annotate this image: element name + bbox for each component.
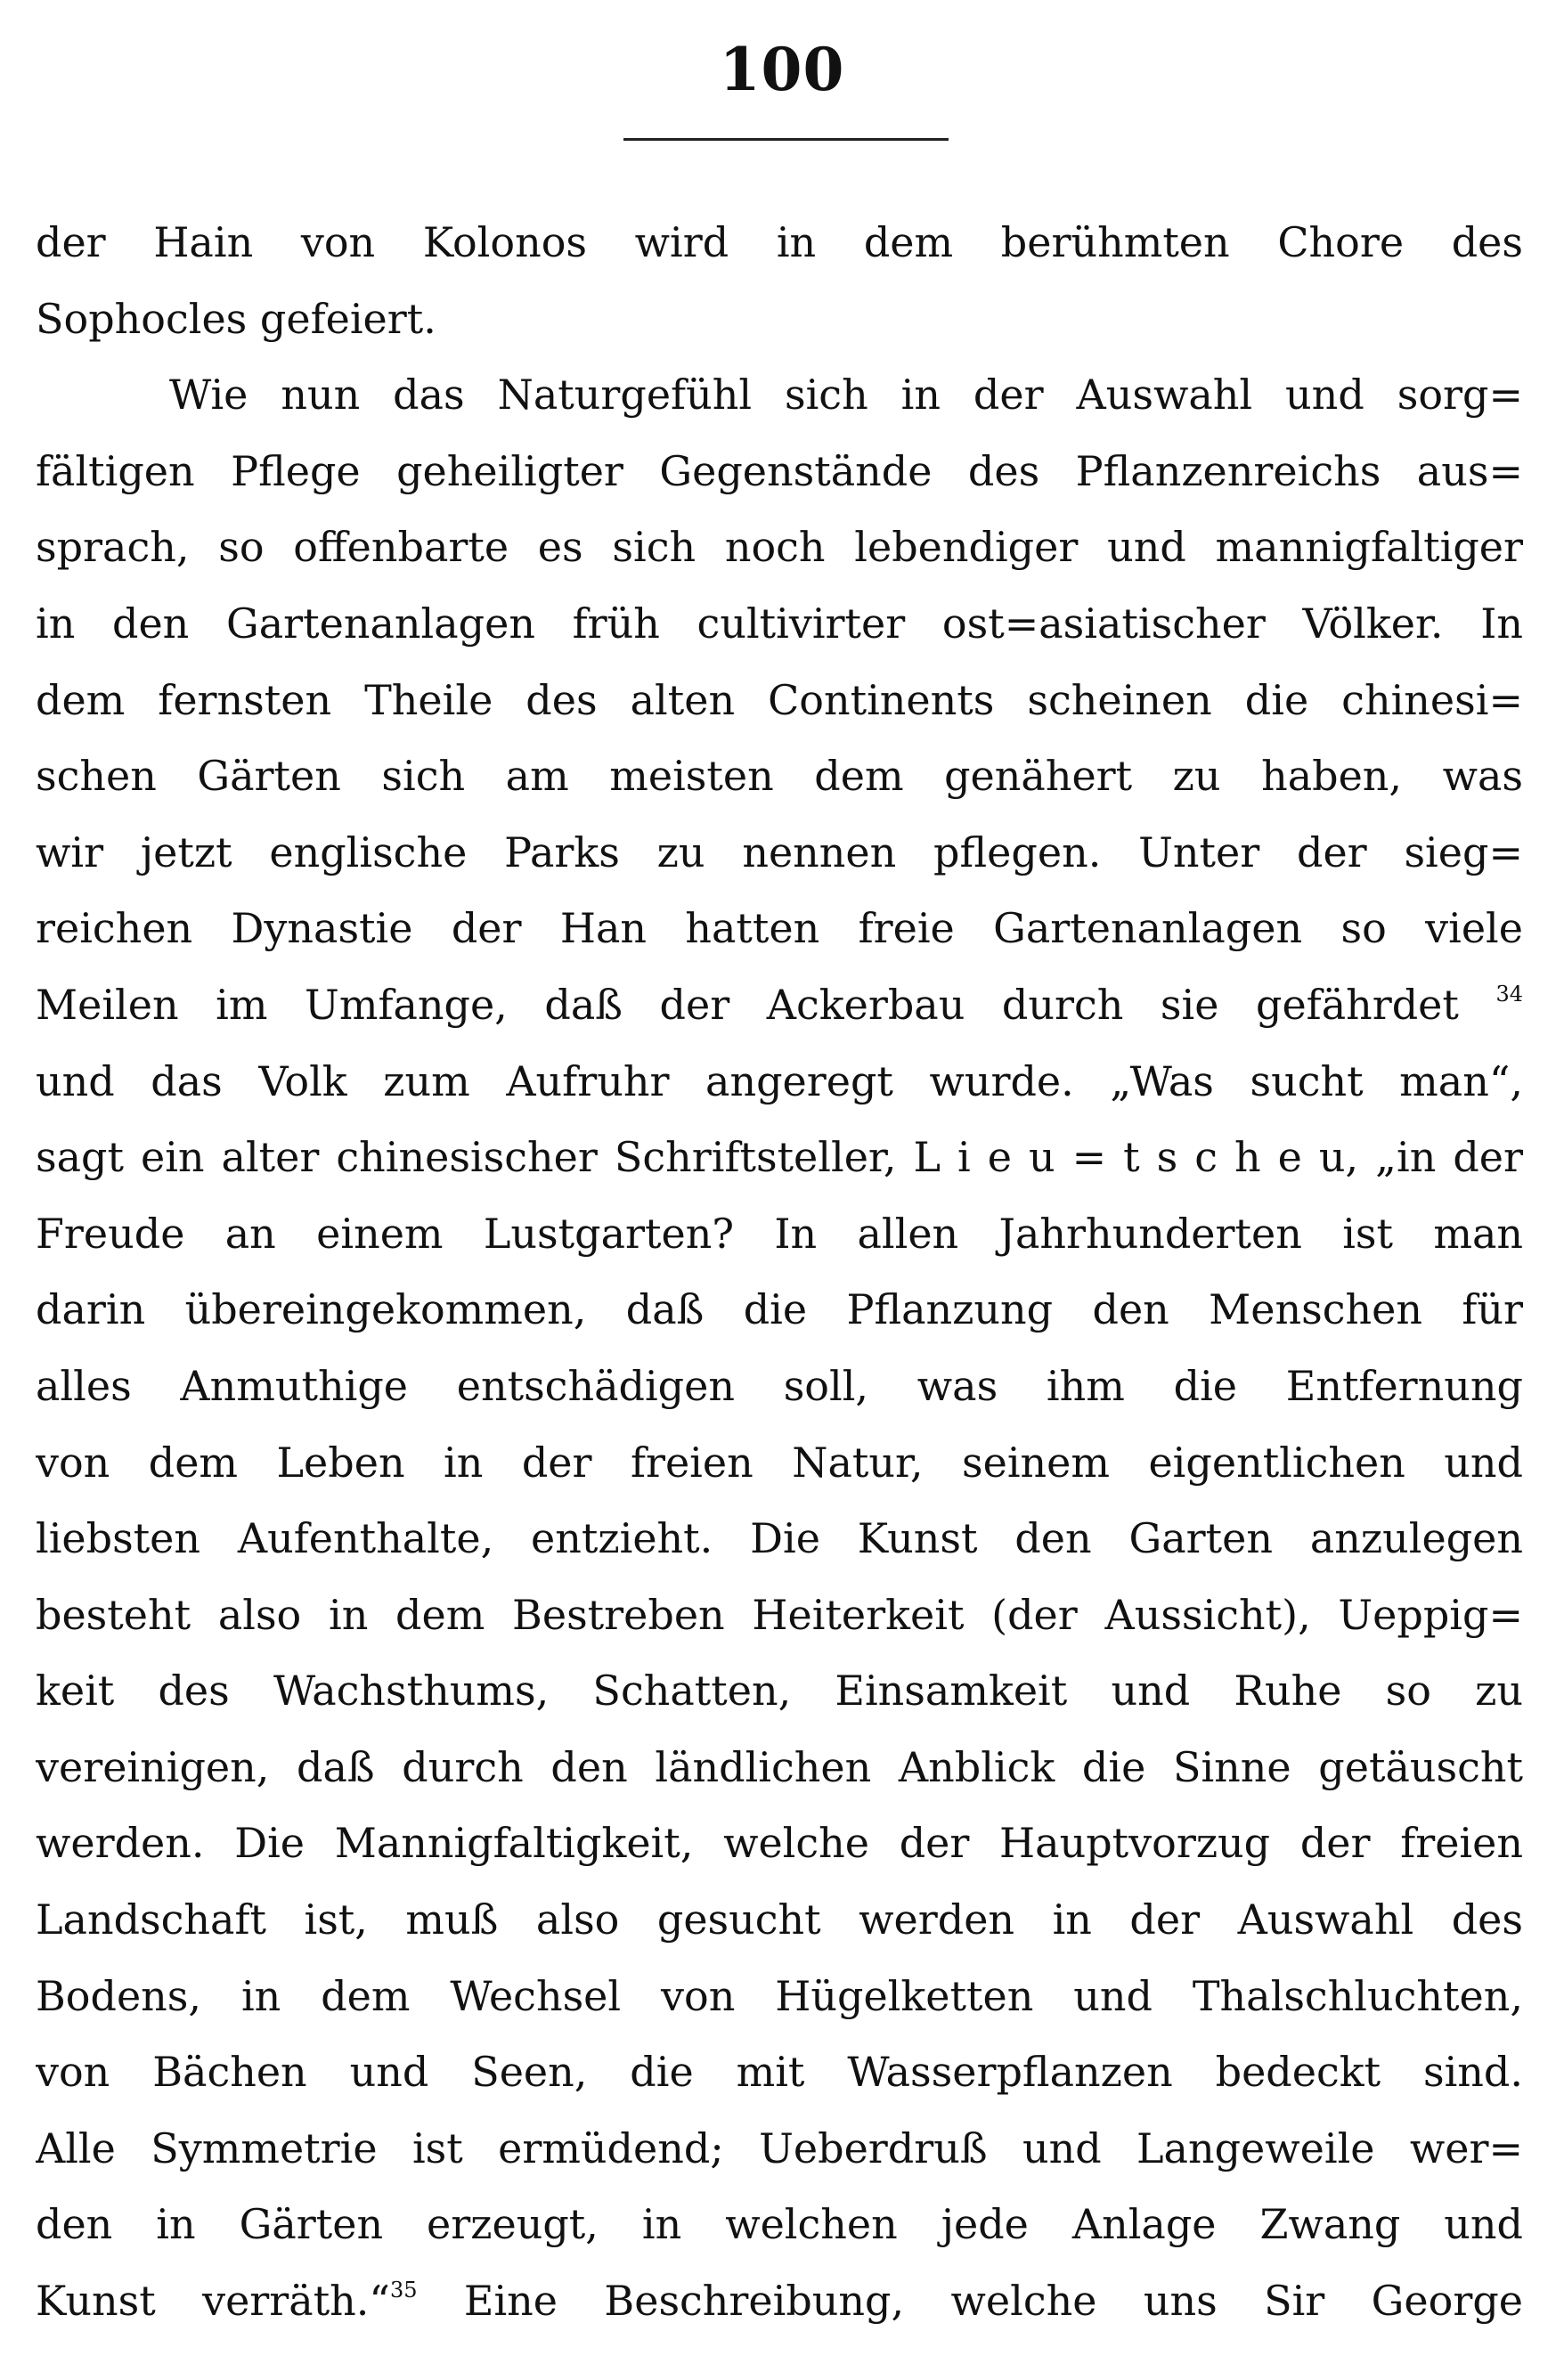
- text-line: sprach, so offenbarte es sich noch lebendiger und mannigfaltiger: [36, 523, 1523, 572]
- text-line: vereinigen, daß durch den ländlichen Anblick die Sinne getäuscht: [36, 1742, 1523, 1791]
- text-line: darin übereingekommen, daß die Pflanzung den Menschen für: [36, 1285, 1523, 1334]
- text-line: von dem Leben in der freien Natur, seinem eigentlichen und: [36, 1438, 1523, 1487]
- footnote-marker: 34: [1495, 981, 1523, 1007]
- text-line: Bodens, in dem Wechsel von Hügelketten und Thalschluchten,: [36, 1971, 1523, 2020]
- text-line: werden. Die Mannigfaltigkeit, welche der Hauptvorzug der freien: [36, 1819, 1523, 1868]
- text-line: fältigen Pflege geheiligter Gegenstände des Pflanzenreichs aus=: [36, 446, 1523, 495]
- text-line: Freude an einem Lustgarten? In allen Jahrhunderten ist man: [36, 1209, 1523, 1258]
- text-line: liebsten Aufenthalte, entzieht. Die Kunst den Garten anzulegen: [36, 1514, 1523, 1563]
- text-line: besteht also in dem Bestreben Heiterkeit (der Aussicht), Ueppig=: [36, 1590, 1523, 1639]
- text-line: sagt ein alter chinesischer Schriftsteller, L i e u = t s c h e u, „in der: [36, 1133, 1523, 1182]
- text-line: keit des Wachsthums, Schatten, Einsamkeit und Ruhe so zu: [36, 1667, 1523, 1716]
- text-line: schen Gärten sich am meisten dem genähert zu haben, was: [36, 752, 1523, 801]
- text-line: in den Gartenanlagen früh cultivirter ost=asiatischer Völker. In: [36, 599, 1523, 648]
- text-line: wir jetzt englische Parks zu nennen pflegen. Unter der sieg=: [36, 827, 1523, 876]
- text-line: Meilen im Umfange, daß der Ackerbau durch sie gefährdet $^{34}$: [36, 980, 1523, 1029]
- text-line: und das Volk zum Aufruhr angeregt wurde. „Was sucht man“,: [36, 1056, 1523, 1105]
- text-line: Sophocles gefeiert.: [36, 294, 436, 343]
- text-line: Kunst verräth.“$^{35}$ Eine Beschreibung, welche uns Sir George: [36, 2277, 1523, 2326]
- text-line: Landschaft ist, muß also gesucht werden in der Auswahl des: [36, 1895, 1523, 1944]
- header-rule: [623, 138, 949, 141]
- page-number: 100: [719, 35, 845, 104]
- body-text: [36, 205, 1523, 2340]
- text-line: den in Gärten erzeugt, in welchen jede Anlage Zwang und: [36, 2200, 1523, 2249]
- footnote-marker: 35: [389, 2278, 418, 2303]
- text-line: reichen Dynastie der Han hatten freie Gartenanlagen so viele: [36, 904, 1523, 953]
- text-line: der Hain von Kolonos wird in dem berühmten Chore des: [36, 218, 1523, 266]
- text-line: alles Anmuthige entschädigen soll, was ihm die Entfernung: [36, 1361, 1523, 1410]
- text-line: Alle Symmetrie ist ermüdend; Ueberdruß und Langeweile wer=: [36, 2123, 1523, 2172]
- text-line: dem fernsten Theile des alten Continents scheinen die chinesi=: [36, 675, 1523, 724]
- text-line: Wie nun das Naturgefühl sich in der Auswahl und sorg=: [169, 371, 1523, 420]
- text-line: von Bächen und Seen, die mit Wasserpflanzen bedeckt sind.: [36, 2048, 1523, 2097]
